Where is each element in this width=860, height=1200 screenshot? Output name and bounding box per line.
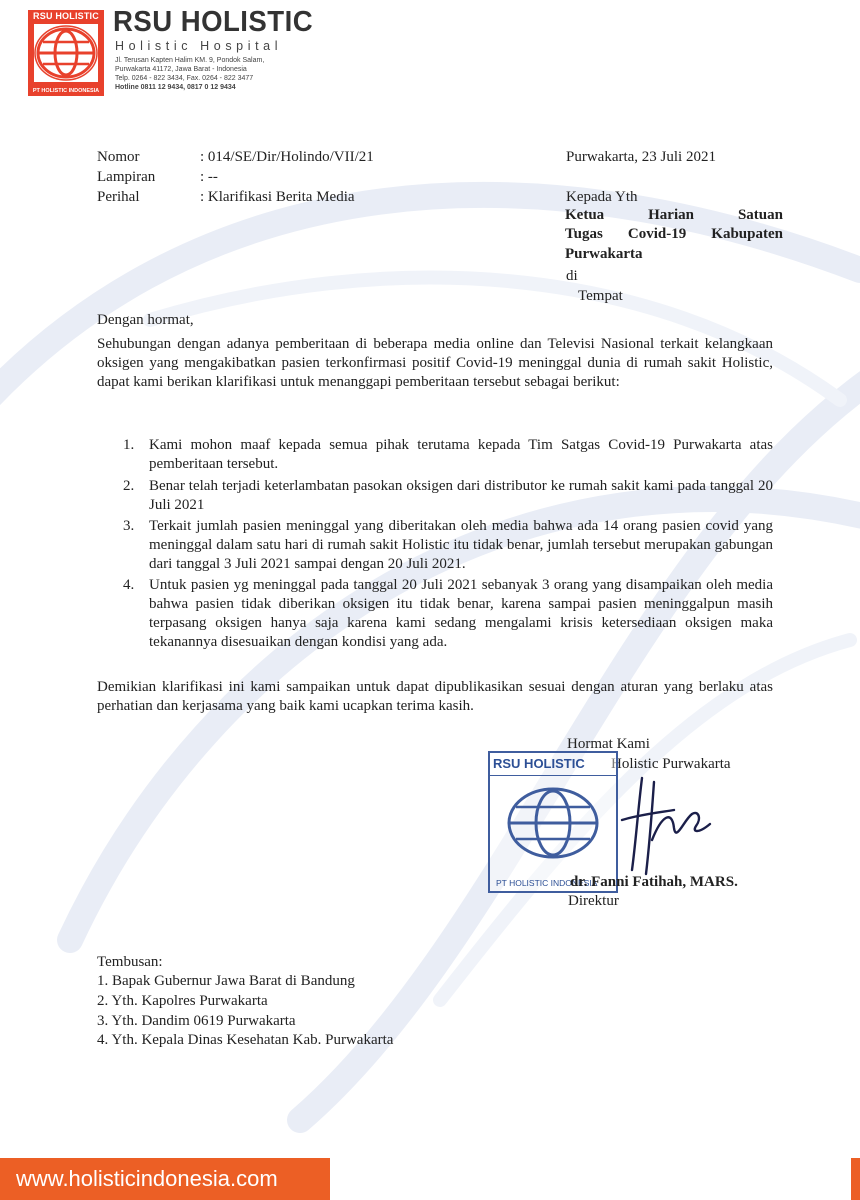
cc-item: 3. Yth. Dandim 0619 Purwakarta: [97, 1013, 296, 1029]
address-line: Jl. Terusan Kapten Halim KM. 9, Pondok Salam,: [115, 57, 265, 64]
letter-date: Purwakarta, 23 Juli 2021: [566, 149, 716, 165]
list-item-text: Kami mohon maaf kepada semua pihak terutama kepada Tim Satgas Covid-19 Purwakarta atas pemberitaan tersebut.: [149, 437, 773, 472]
stamp-top-text: RSU HOLISTIC: [490, 753, 616, 776]
list-item-text: Terkait jumlah pasien meninggal yang diberitakan oleh media bahwa ada 14 orang pasien covid yang meninggal dalam satu hari di rumah sakit Holistic itu tidak benar, jumlah tersebut merupakan gabungan dari tanggal 3 Juli 2021 sampai dengan 20 Juli 2021.: [149, 518, 773, 572]
closing-paragraph: Demikian klarifikasi ini kami sampaikan untuk dapat dipublikasikan sesuai dengan aturan yang berlaku atas perhatian dan kerjasama yang baik kami ucapkan terima kasih.: [97, 679, 773, 714]
footer-edge-bar: [851, 1158, 860, 1200]
list-item-number: 1.: [123, 437, 135, 453]
letterhead-title: RSU HOLISTIC: [113, 6, 314, 38]
recipient-word: Covid-19: [627, 226, 687, 242]
signoff-org: Holistic Purwakarta: [611, 756, 731, 772]
hotline: Hotline 0811 12 9434, 0817 0 12 9434: [115, 84, 236, 91]
lampiran-label: Lampiran: [97, 169, 156, 185]
hormat-kami: Hormat Kami: [567, 736, 650, 752]
address-line: Purwakarta 41172, Jawa Barat - Indonesia: [115, 66, 247, 73]
list-item: [123, 436, 773, 474]
perihal-label: Perihal: [97, 189, 140, 205]
list-item: [123, 517, 773, 574]
cc-title: Tembusan:: [97, 954, 163, 970]
recipient-line-3: Purwakarta: [565, 246, 643, 262]
list-item-number: 4.: [123, 577, 135, 593]
signatory-position: Direktur: [568, 893, 619, 909]
cc-item: 2. Yth. Kapolres Purwakarta: [97, 993, 268, 1009]
recipient-di: di: [566, 268, 578, 284]
globe-icon: [34, 24, 98, 82]
hospital-logo: [28, 10, 104, 96]
letterhead-subtitle: Holistic Hospital: [115, 39, 283, 53]
intro-paragraph: Sehubungan dengan adanya pemberitaan di beberapa media online dan Televisi Nasional terkait kelangkaan oksigen yang mengakibatkan pasien terkonfirmasi positif Covid-19 meninggal dunia di rumah sakit Holistic, dapat kami berikan klarifikasi untuk menanggapi pemberitaan tersebut sebagai berikut:: [97, 336, 773, 390]
list-item: [123, 576, 773, 652]
stamp-bottom-text: PT HOLISTIC INDONESIA: [496, 878, 598, 888]
recipient-word: Satuan: [737, 207, 783, 223]
recipient-word: Kabupaten: [711, 226, 783, 242]
list-item-number: 3.: [123, 518, 135, 534]
stamp-globe-icon: [498, 783, 608, 863]
perihal-value: : Klarifikasi Berita Media: [200, 189, 355, 205]
nomor-value: : 014/SE/Dir/Holindo/VII/21: [200, 149, 374, 165]
recipient-tempat: Tempat: [578, 288, 623, 304]
recipient-word: Ketua: [565, 207, 605, 223]
recipient-word: Tugas: [565, 226, 603, 242]
list-item-number: 2.: [123, 478, 135, 494]
list-item: [123, 477, 773, 515]
cc-item: 4. Yth. Kepala Dinas Kesehatan Kab. Purwakarta: [97, 1032, 394, 1048]
signatory-name: dr. Fanni Fatihah, MARS.: [570, 874, 738, 890]
recipient-word: Harian: [648, 207, 694, 223]
handwritten-signature: [612, 770, 722, 880]
logo-bottom-text: PT HOLISTIC INDONESIA: [32, 88, 100, 94]
recipient-line-1: [565, 207, 783, 224]
cc-item: 1. Bapak Gubernur Jawa Barat di Bandung: [97, 973, 355, 989]
nomor-label: Nomor: [97, 149, 140, 165]
letterhead-address: [115, 56, 264, 92]
hospital-stamp: [488, 751, 618, 893]
recipient-greeting: Kepada Yth: [566, 189, 638, 205]
list-item-text: Benar telah terjadi keterlambatan pasokan oksigen dari distributor ke rumah sakit kami pada tanggal 20 Juli 2021: [149, 478, 773, 513]
logo-top-text: RSU HOLISTIC: [33, 11, 99, 21]
salutation: Dengan hormat,: [97, 312, 194, 328]
lampiran-value: : --: [200, 169, 218, 185]
address-line: Telp. 0264 - 822 3434, Fax. 0264 - 822 3477: [115, 75, 254, 82]
footer-website: www.holisticindonesia.com: [16, 1166, 278, 1191]
list-item-text: Untuk pasien yg meninggal pada tanggal 20 Juli 2021 sebanyak 3 orang yang disampaikan oleh media bahwa pasien tidak diberikan oksigen itu tidak benar, karena sampai pasien meninggalpun masih terpasang oksigen hanya saja karena kami sedang mengalami krisis ketersediaan oksigen maka tekanannya disesuaikan dengan kondisi yang ada.: [149, 577, 773, 650]
recipient-line-2: [565, 226, 783, 243]
